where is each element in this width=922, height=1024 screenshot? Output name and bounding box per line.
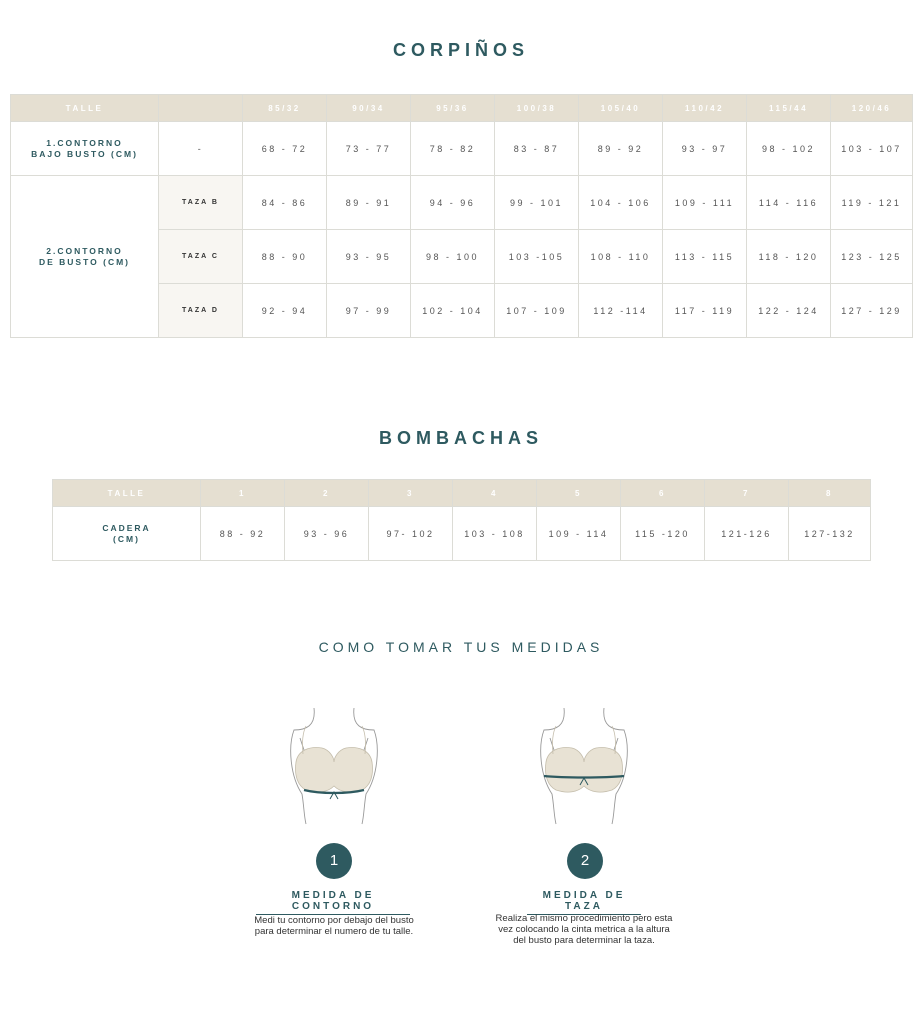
step-desc-line: vez colocando la cinta metrica a la altura — [498, 924, 670, 935]
header-talle: TALLE — [53, 480, 201, 507]
row-sub-cell: - — [159, 122, 243, 176]
header-size: 95/36 — [411, 95, 495, 122]
table-cell: 92 - 94 — [243, 284, 327, 338]
row-label-busto — [11, 176, 159, 338]
table-cell: 73 - 77 — [327, 122, 411, 176]
step-number-badge: 1 — [316, 843, 352, 879]
table-cell: 103 -105 — [495, 230, 579, 284]
medidas-title: COMO TOMAR TUS MEDIDAS — [318, 639, 604, 655]
table-cell: 103 - 108 — [453, 507, 537, 561]
table-cell: 98 - 102 — [747, 122, 831, 176]
table-cell: 89 - 92 — [579, 122, 663, 176]
step-title: MEDIDA DE TAZA — [527, 890, 641, 915]
step-description — [474, 913, 694, 946]
header-size: 4 — [453, 480, 537, 507]
row-label-line: 2.CONTORNO — [46, 245, 123, 256]
row-label-line: DE BUSTO (CM) — [38, 256, 130, 267]
table-cell: 109 - 114 — [537, 507, 621, 561]
table-row — [53, 507, 871, 561]
table-cell: 112 -114 — [579, 284, 663, 338]
header-size: 5 — [537, 480, 621, 507]
header-size: 105/40 — [579, 95, 663, 122]
step-desc-line: para determinar el numero de tu talle. — [254, 926, 414, 937]
table-cell: 93 - 95 — [327, 230, 411, 284]
table-cell: 127-132 — [789, 507, 871, 561]
table-cell: 97- 102 — [369, 507, 453, 561]
corpinos-size-table — [10, 94, 913, 338]
table-cell: 93 - 96 — [285, 507, 369, 561]
table-cell: 115 -120 — [621, 507, 705, 561]
header-size: 110/42 — [663, 95, 747, 122]
step-description — [224, 915, 444, 937]
table-cell: 127 - 129 — [831, 284, 913, 338]
step-desc-line: del busto para determinar la taza. — [513, 935, 655, 946]
bombachas-header-row — [53, 480, 871, 507]
step-desc-line: Medi tu contorno por debajo del busto — [254, 915, 414, 926]
table-cell: 122 - 124 — [747, 284, 831, 338]
table-row — [11, 122, 913, 176]
step-number-badge: 2 — [567, 843, 603, 879]
row-label-cadera — [53, 507, 201, 561]
row-label-line: CADERA — [102, 522, 151, 533]
table-cell: 114 - 116 — [747, 176, 831, 230]
table-cell: 109 - 111 — [663, 176, 747, 230]
table-cell: 108 - 110 — [579, 230, 663, 284]
header-size: 7 — [705, 480, 789, 507]
row-label-line: (CM) — [113, 533, 140, 544]
table-cell: 119 - 121 — [831, 176, 913, 230]
bombachas-size-table — [52, 479, 871, 561]
header-talle: TALLE — [11, 95, 159, 122]
header-size: 115/44 — [747, 95, 831, 122]
header-size: 100/38 — [495, 95, 579, 122]
table-cell: 93 - 97 — [663, 122, 747, 176]
header-size: 1 — [201, 480, 285, 507]
table-cell: 99 - 101 — [495, 176, 579, 230]
table-cell: 89 - 91 — [327, 176, 411, 230]
header-size: 6 — [621, 480, 705, 507]
header-blank — [159, 95, 243, 122]
table-cell: 88 - 90 — [243, 230, 327, 284]
table-cell: 113 - 115 — [663, 230, 747, 284]
header-size: 8 — [789, 480, 871, 507]
step-desc-line: Realiza el mismo procedimiento pero esta — [495, 913, 673, 924]
table-cell: 102 - 104 — [411, 284, 495, 338]
corpinos-header-row — [11, 95, 913, 122]
cup-label: TAZA C — [159, 230, 243, 284]
table-cell: 84 - 86 — [243, 176, 327, 230]
row-label-line: 1.CONTORNO — [46, 137, 123, 148]
table-cell: 83 - 87 — [495, 122, 579, 176]
header-size: 85/32 — [243, 95, 327, 122]
table-cell: 98 - 100 — [411, 230, 495, 284]
header-size: 120/46 — [831, 95, 913, 122]
row-label-bajo-busto — [11, 122, 159, 176]
table-cell: 104 - 106 — [579, 176, 663, 230]
table-cell: 121-126 — [705, 507, 789, 561]
row-label-line: BAJO BUSTO (CM) — [31, 148, 138, 159]
table-cell: 78 - 82 — [411, 122, 495, 176]
table-cell: 123 - 125 — [831, 230, 913, 284]
header-size: 90/34 — [327, 95, 411, 122]
bra-measure-underbust-icon — [284, 706, 384, 826]
header-size: 3 — [369, 480, 453, 507]
table-row — [11, 176, 913, 230]
table-cell: 107 - 109 — [495, 284, 579, 338]
table-cell: 68 - 72 — [243, 122, 327, 176]
bombachas-title: BOMBACHAS — [379, 428, 543, 448]
bra-measure-bust-icon — [534, 706, 634, 826]
table-cell: 103 - 107 — [831, 122, 913, 176]
cup-label: TAZA B — [159, 176, 243, 230]
corpinos-title: CORPIÑOS — [392, 40, 529, 60]
table-cell: 118 - 120 — [747, 230, 831, 284]
table-cell: 94 - 96 — [411, 176, 495, 230]
header-size: 2 — [285, 480, 369, 507]
table-cell: 88 - 92 — [201, 507, 285, 561]
table-cell: 97 - 99 — [327, 284, 411, 338]
table-cell: 117 - 119 — [663, 284, 747, 338]
cup-label: TAZA D — [159, 284, 243, 338]
step-title: MEDIDA DE CONTORNO — [256, 890, 410, 915]
